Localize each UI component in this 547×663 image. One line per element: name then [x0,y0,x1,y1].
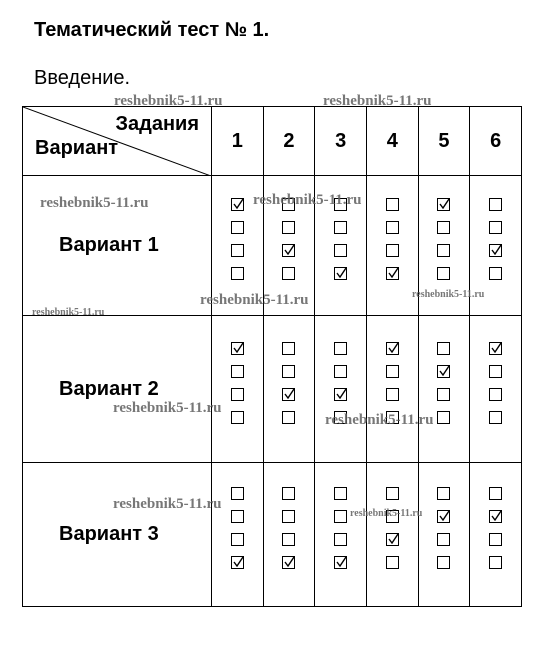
checkbox-empty [282,342,295,355]
column-header: 5 [418,107,470,176]
checkbox-empty [282,487,295,500]
column-header: 2 [263,107,315,176]
tasks-header: Задания [115,113,199,135]
watermark-text: reshebnik5-11.ru [200,292,309,308]
check-mark-icon [284,389,294,399]
checkbox-empty [334,510,347,523]
checkbox-checked [386,342,399,355]
check-mark-icon [491,511,501,521]
checkbox-group [470,316,521,424]
check-mark-icon [388,268,398,278]
checkbox-empty [437,487,450,500]
checkbox-empty [231,510,244,523]
checkbox-empty [231,365,244,378]
checkbox-empty [489,556,502,569]
checkbox-empty [437,388,450,401]
header-row [23,107,522,176]
watermark-text: reshebnik5-11.ru [32,307,105,318]
checkbox-checked [334,388,347,401]
watermark-text: reshebnik5-11.ru [325,412,434,428]
checkbox-group [367,316,418,424]
checkbox-empty [437,342,450,355]
page-title: Тематический тест № 1. [34,19,270,41]
checkbox-group [212,463,263,569]
checkbox-empty [437,533,450,546]
checkbox-empty [386,487,399,500]
checkbox-empty [489,388,502,401]
check-mark-icon [336,268,346,278]
checkbox-checked [489,342,502,355]
checkbox-group [470,463,521,569]
check-mark-icon [491,343,501,353]
checkbox-empty [489,487,502,500]
variant-row [23,463,522,607]
check-mark-icon [336,389,346,399]
watermark-text: reshebnik5-11.ru [350,508,423,519]
check-mark-icon [336,557,346,567]
checkbox-empty [334,221,347,234]
check-mark-icon [284,245,294,255]
checkbox-empty [282,221,295,234]
check-mark-icon [439,511,449,521]
checkbox-empty [231,487,244,500]
variant-label: Вариант 2 [23,316,212,463]
checkbox-empty [437,411,450,424]
corner-cell [23,107,212,176]
checkbox-empty [386,510,399,523]
checkbox-checked [231,556,244,569]
checkbox-empty [334,533,347,546]
checkbox-empty [231,411,244,424]
check-mark-icon [388,534,398,544]
check-mark-icon [233,343,243,353]
checkbox-empty [489,365,502,378]
check-mark-icon [233,199,243,209]
checkbox-group [212,316,263,424]
checkbox-group [315,463,366,569]
checkbox-empty [489,533,502,546]
checkbox-empty [282,510,295,523]
check-mark-icon [284,557,294,567]
checkbox-checked [437,365,450,378]
checkbox-checked [282,244,295,257]
checkbox-empty [334,487,347,500]
checkbox-empty [386,244,399,257]
checkbox-empty [334,411,347,424]
check-mark-icon [491,245,501,255]
check-mark-icon [439,199,449,209]
checkbox-empty [334,244,347,257]
check-mark-icon [439,366,449,376]
checkbox-group [212,176,263,280]
watermark-text: reshebnik5-11.ru [113,496,222,512]
checkbox-empty [282,365,295,378]
checkbox-group [315,316,366,424]
checkbox-checked [282,388,295,401]
checkbox-group [367,176,418,280]
checkbox-empty [386,221,399,234]
checkbox-group [264,463,315,569]
checkbox-checked [334,556,347,569]
check-mark-icon [233,557,243,567]
checkbox-empty [231,267,244,280]
checkbox-empty [231,388,244,401]
watermark-text: reshebnik5-11.ru [253,192,362,208]
checkbox-empty [386,556,399,569]
checkbox-checked [489,510,502,523]
watermark-text: reshebnik5-11.ru [323,93,432,109]
checkbox-checked [386,267,399,280]
variant-header: Вариант [35,137,119,159]
checkbox-empty [489,411,502,424]
page-subtitle: Введение. [34,67,131,89]
checkbox-empty [386,388,399,401]
watermark-text: reshebnik5-11.ru [412,289,485,300]
column-header: 6 [470,107,522,176]
checkbox-empty [386,198,399,211]
checkbox-empty [334,342,347,355]
checkbox-empty [437,221,450,234]
column-header: 3 [315,107,367,176]
checkbox-checked [386,533,399,546]
answer-table [22,106,522,607]
variant-row [23,176,522,316]
checkbox-empty [386,411,399,424]
watermark-text: reshebnik5-11.ru [114,93,223,109]
checkbox-group [470,176,521,280]
checkbox-empty [231,221,244,234]
checkbox-empty [437,244,450,257]
checkbox-group [315,176,366,280]
watermark-text: reshebnik5-11.ru [113,400,222,416]
checkbox-checked [489,244,502,257]
checkbox-empty [282,411,295,424]
checkbox-group [367,463,418,569]
checkbox-empty [231,244,244,257]
checkbox-empty [437,556,450,569]
checkbox-empty [282,533,295,546]
checkbox-empty [334,365,347,378]
checkbox-group [419,463,470,569]
variant-label: Вариант 1 [23,176,212,316]
checkbox-empty [437,267,450,280]
column-header: 4 [366,107,418,176]
checkbox-checked [437,510,450,523]
checkbox-group [419,316,470,424]
column-header: 1 [212,107,264,176]
checkbox-checked [334,267,347,280]
checkbox-checked [437,198,450,211]
checkbox-empty [489,221,502,234]
checkbox-empty [489,267,502,280]
watermark-text: reshebnik5-11.ru [40,195,149,211]
checkbox-checked [231,198,244,211]
checkbox-empty [489,198,502,211]
checkbox-empty [334,198,347,211]
checkbox-group [264,316,315,424]
checkbox-checked [282,556,295,569]
variant-row [23,316,522,463]
check-mark-icon [388,343,398,353]
checkbox-empty [282,267,295,280]
checkbox-checked [231,342,244,355]
checkbox-empty [386,365,399,378]
checkbox-empty [231,533,244,546]
checkbox-group [419,176,470,280]
checkbox-empty [282,198,295,211]
variant-label: Вариант 3 [23,463,212,607]
checkbox-group [264,176,315,280]
